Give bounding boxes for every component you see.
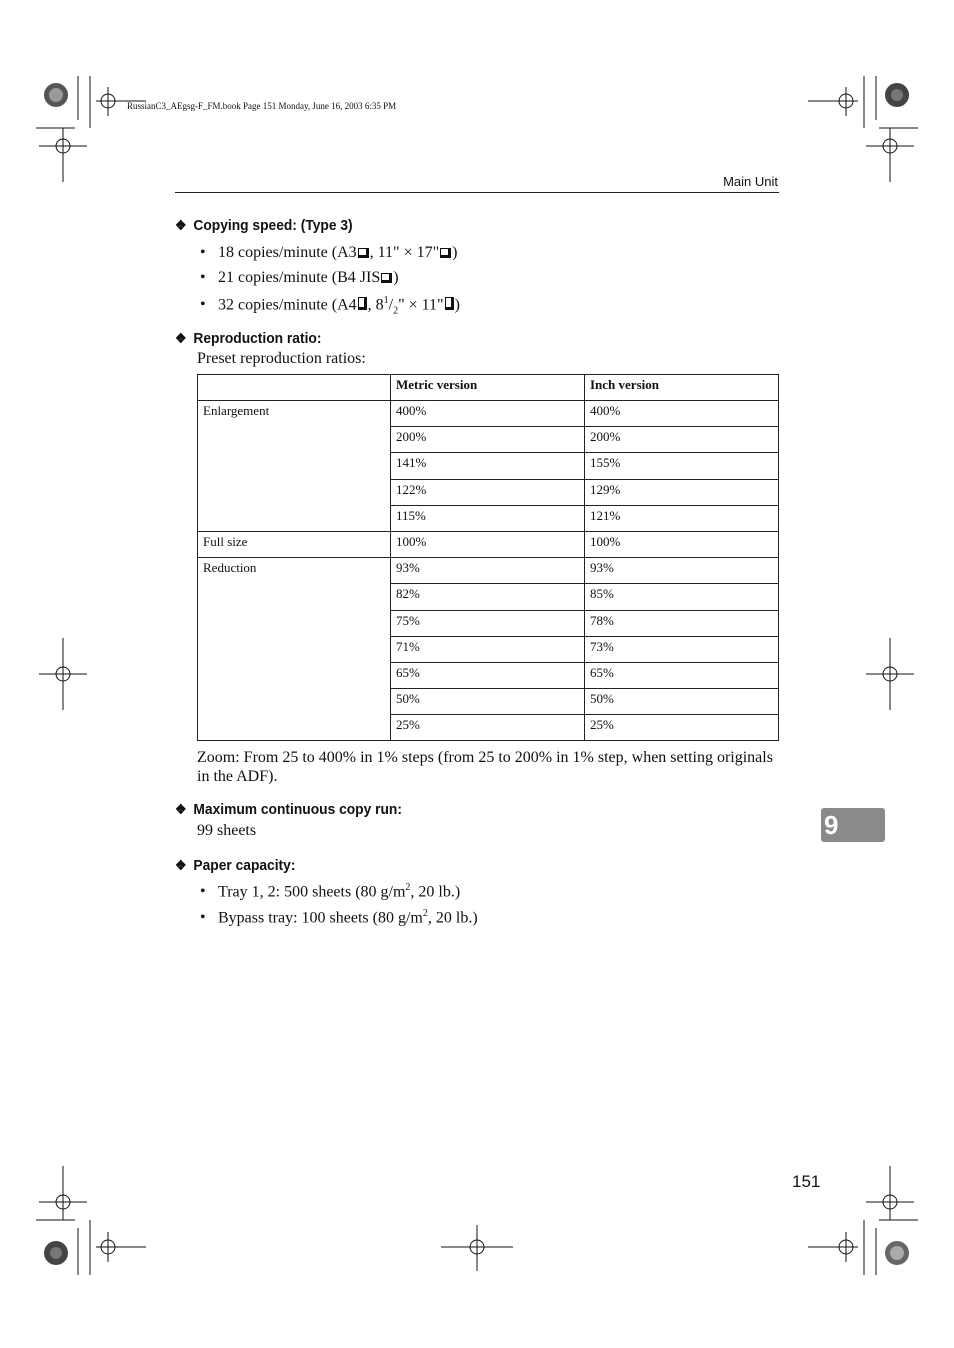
- table-row: 50% 50%: [198, 689, 779, 715]
- table-row: 141% 155%: [198, 453, 779, 479]
- table-row: Full size 100% 100%: [198, 531, 779, 557]
- portrait-paper-icon: [445, 297, 454, 310]
- max-copy-run-heading: ❖ Maximum continuous copy run:: [175, 801, 402, 818]
- reproduction-ratio-heading: ❖ Reproduction ratio:: [175, 330, 322, 347]
- preset-ratios-intro: Preset reproduction ratios:: [197, 350, 366, 367]
- landscape-paper-icon: [358, 248, 369, 258]
- max-copy-run-value: 99 sheets: [197, 822, 257, 839]
- table-row: 115% 121%: [198, 505, 779, 531]
- portrait-paper-icon: [358, 297, 367, 310]
- diamond-bullet-icon: ❖: [175, 801, 187, 817]
- diamond-bullet-icon: ❖: [175, 857, 187, 873]
- paper-capacity-heading: ❖ Paper capacity:: [175, 857, 296, 874]
- table-row: 65% 65%: [198, 662, 779, 688]
- zoom-note: Zoom: From 25 to 400% in 1% steps (from 25 to 200% in 1% step, when setting originals in the ADF).: [197, 749, 773, 785]
- print-info: RussianC3_AEgsg-F_FM.book Page 151 Monday, June 16, 2003 6:35 PM: [127, 101, 397, 111]
- table-row: 82% 85%: [198, 584, 779, 610]
- table-row: 25% 25%: [198, 715, 779, 741]
- list-item: • 18 copies/minute (A3 , 11" × 17" ): [200, 244, 458, 261]
- list-item: • 21 copies/minute (B4 JIS ): [200, 269, 399, 286]
- running-head: Main Unit: [723, 174, 778, 189]
- chapter-tab: 9: [821, 808, 885, 842]
- landscape-paper-icon: [381, 273, 392, 283]
- table-row: Reduction 93% 93%: [198, 558, 779, 584]
- table-row: 71% 73%: [198, 636, 779, 662]
- table-row: 122% 129%: [198, 479, 779, 505]
- landscape-paper-icon: [440, 248, 451, 258]
- list-item: • Bypass tray: 100 sheets (80 $g/m^2$, 20 lb.): [200, 908, 478, 927]
- table-row: 75% 78%: [198, 610, 779, 636]
- table-header-row: Metric version Inch version: [198, 375, 779, 401]
- header-rule: [175, 192, 779, 193]
- diamond-bullet-icon: ❖: [175, 217, 187, 233]
- reproduction-ratio-table: [197, 374, 779, 741]
- table-row: Enlargement 400% 400%: [198, 401, 779, 427]
- page-number: 151: [792, 1172, 821, 1191]
- table-row: 200% 200%: [198, 427, 779, 453]
- list-item: • Tray 1, 2: 500 sheets (80 $g/m^2$, 20 lb.): [200, 882, 461, 901]
- copying-speed-heading: ❖ Copying speed: (Type 3): [175, 217, 353, 234]
- diamond-bullet-icon: ❖: [175, 330, 187, 346]
- list-item: • 32 copies/minute (A4 , $8^1/_2$" × 11" ): [200, 295, 460, 317]
